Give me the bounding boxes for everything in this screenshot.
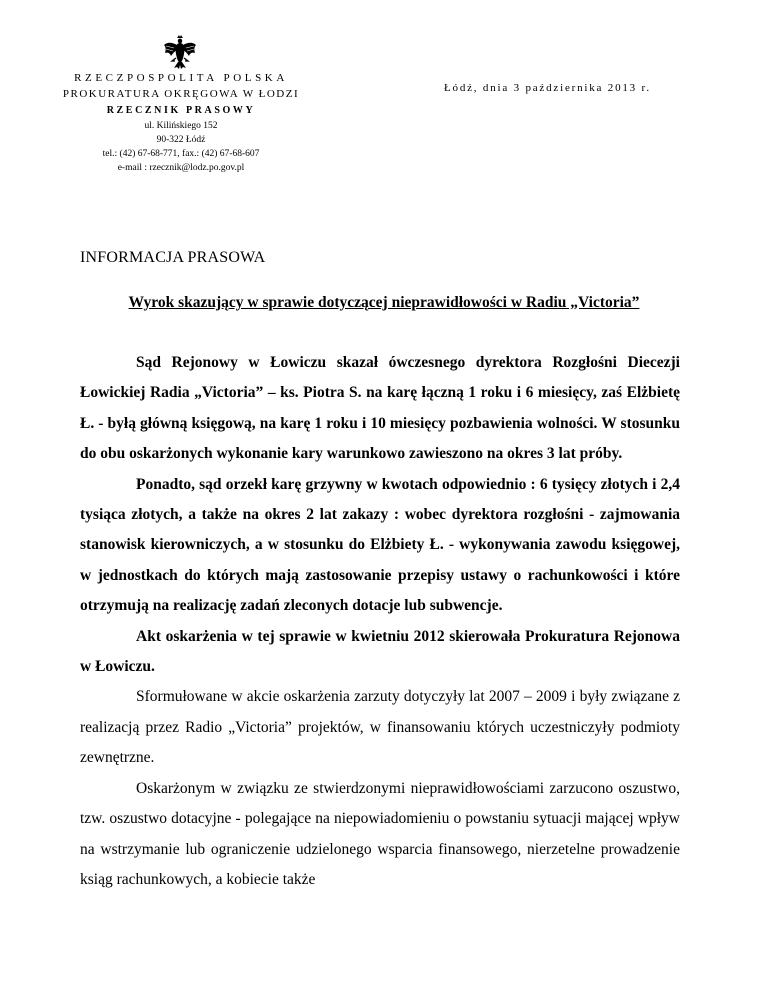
document-date: Łódź, dnia 3 października 2013 r. (444, 82, 651, 94)
paragraph: Sąd Rejonowy w Łowiczu skazał ówczesnego dyrektora Rozgłośni Diecezji Łowickiej Radia „Victoria” – ks. Piotra S. na karę łączną 1 roku i 6 miesięcy, zaś Elżbietę Ł. - byłą główną księgową, na karę 1 roku i 10 miesięcy pozbawienia wolności. W stosunku do obu oskarżonych wykonanie kary warunkowo zawieszono na okres 3 lat próby. (80, 354, 680, 463)
letterhead-office: PROKURATURA OKRĘGOWA W ŁODZI (62, 88, 300, 100)
letterhead-city: 90-322 Łódź (156, 135, 206, 145)
paragraph: Ponadto, sąd orzekł karę grzywny w kwotach odpowiednio : 6 tysięcy złotych i 2,4 tysiąca złotych, a także na okres 2 lat zakazy : wobec dyrektora rozgłośni - zajmowania stanowisk kierowniczych, a w stosunku do Elżbiety Ł. - wykonywania zawodu księgowej, w jednostkach do których mają zastosowanie przepisy ustawy o rachunkowości i które otrzymują na realizację zadań zleconych dotacje lub subwencje. (80, 475, 680, 615)
letterhead-street: ul. Kilińskiego 152 (144, 121, 218, 131)
letterhead-department: RZECZNIK PRASOWY (106, 105, 256, 116)
polish-eagle-icon (162, 32, 198, 70)
letterhead-phones: tel.: (42) 67-68-771, fax.: (42) 67-68-607 (102, 149, 260, 159)
paragraph: Sformułowane w akcie oskarżenia zarzuty dotyczyły lat 2007 – 2009 i były związane z realizacją przez Radio „Victoria” projektów, w finansowaniu których uczestniczyły podmioty zewnętrzne. (80, 688, 680, 767)
paragraph: Akt oskarżenia w tej sprawie w kwietniu 2012 skierowała Prokuratura Rejonowa w Łowiczu. (80, 627, 680, 676)
paragraph: Oskarżonym w związku ze stwierdzonymi nieprawidłowościami zarzucono oszustwo, tzw. oszustwo dotacyjne - polegające na niepowiadomieniu o powstaniu sytuacji mającej wpływ na wstrzymanie lub ograniczenie udzielonego wsparcia finansowego, nierzetelne prowadzenie ksiąg rachunkowych, a kobiecie także (80, 779, 680, 888)
document-title: Wyrok skazujący w sprawie dotyczącej nieprawidłowości w Radiu „Victoria” (128, 294, 640, 311)
document-body (80, 348, 680, 895)
letterhead-email: e-mail : rzecznik@lodz.po.gov.pl (117, 163, 245, 173)
document-label: INFORMACJA PRASOWA (80, 249, 266, 266)
letterhead (40, 70, 322, 175)
letterhead-country: RZECZPOSPOLITA POLSKA (74, 72, 288, 84)
